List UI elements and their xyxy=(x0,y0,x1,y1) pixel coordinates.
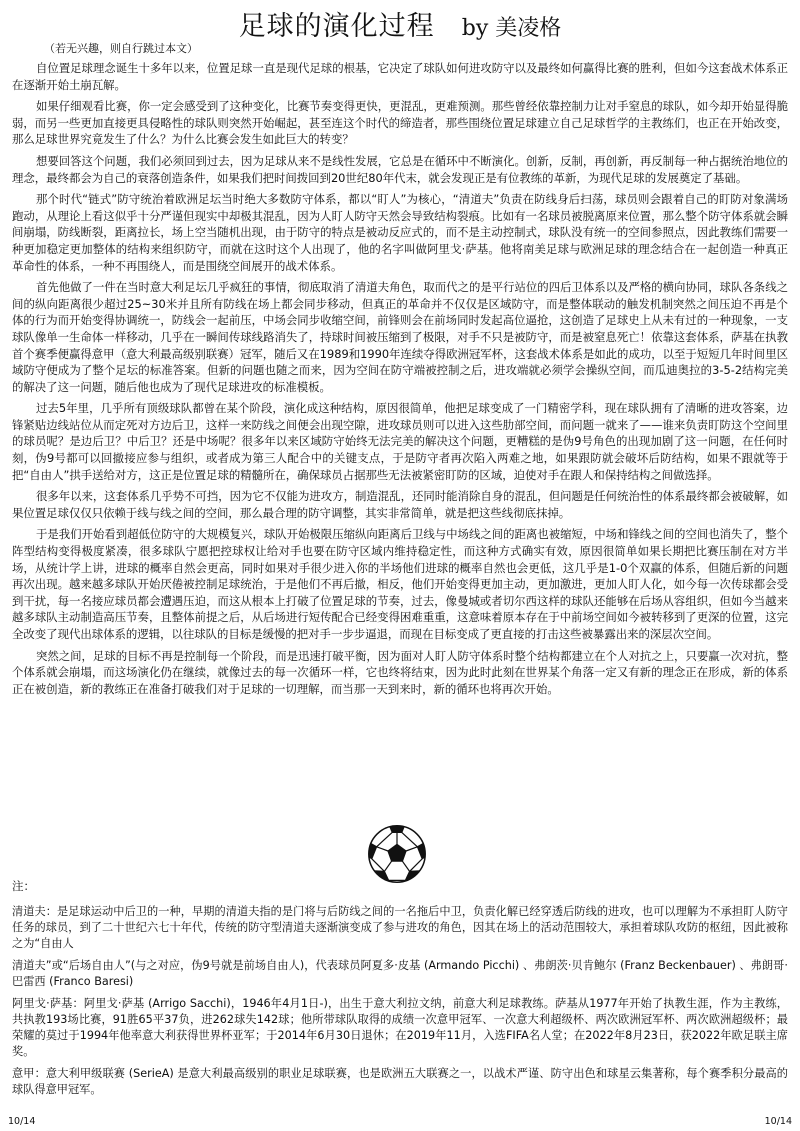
paragraph: 突然之间，足球的目标不再是控制每一个阶段，而是迅速打破平衡，因为面对人盯人防守体系时整个结构都建立在个人对抗之上，只要赢一次对抗，整个体系就会崩塌，而这场演化仍在继续，就像过去的每一次循环一样，它也终将结束，因为此时此刻在世界某个角落一定又有新的理念正在形成，新的体系正在被创造，新的教练正在准备打破我们对于足球的一切理解，而当那一天到来时，新的循环也将再次开始。 xyxy=(12,648,788,696)
page-number-left: 10/14 xyxy=(8,1116,36,1127)
paragraph: 那个时代“链式”防守统治着欧洲足坛当时绝大多数防守体系，都以“盯人”为核心，“清道夫”负责在防线身后扫荡，球员则会跟着自己的盯防对象满场跑动，从理论上看这似乎十分严谨但现实中却极其混乱，因为人盯人防守天然会导致结构裂痕。比如有一名球员被脱离原来位置，那么整个防守体系就会瞬间崩塌，防线断裂，距离拉长，场上空当随机出现，由于防守的特点是被动反应式的，而不是主动控制式，球队没有统一的空间参照点，因此教练们需要一种更加稳定更加整体的结构来组织防守，而就在这时这个人出现了，他的名字叫做阿里戈·萨基。他将南美足球与欧洲足球的理念结合在一起创造一种真正革命性的体系，一种不再围绕人，而是围绕空间展开的战术体系。 xyxy=(12,192,788,273)
notes-heading: 注： xyxy=(12,879,35,893)
notes-section xyxy=(12,878,788,1104)
note-item: 清道夫：是足球运动中后卫的一种，早期的清道夫指的是门将与后防线之间的一名拖后中卫，负责化解已经穿透后防线的进攻，也可以理解为不承担盯人防守任务的球员，到了二十世纪六七十年代，传统的防守型清道夫逐渐演变成了参与进攻的角色，因其在场上的活动范围较大，承担着球队攻防的枢纽，因此被称之为“自由人 xyxy=(12,905,788,950)
note-item: 阿里戈·萨基：阿里戈·萨基 (Arrigo Sacchi)，1946年4月1日-)，出生于意大利拉文纳，前意大利足球教练。萨基从1977年开始了执教生涯，作为主教练，共执教193场比赛，91胜65平37负，进262球失142球；他所带球队取得的成绩一次意甲冠军、一次意大利超级杯、两次欧洲冠军杯、两次欧洲超级杯；最荣耀的莫过于1994年他率意大利获得世界杯亚军；于2014年6月30日退休；在2019年11月，入选FIFA名人堂；在2022年8月23日，获2022年欧足联主席奖。 xyxy=(12,997,788,1058)
paragraph: 过去5年里，几乎所有顶级球队都曾在某个阶段，演化成这种结构，原因很简单，他把足球变成了一门精密学科，现在球队拥有了清晰的进攻答案，边锋紧贴边线站位从而定死对方边后卫，这样一来防线之间便会出现空隙，进攻球员则可以进入这些肋部空间，而问题一就来了——谁来负责盯防这个空间里的球员呢？是边后卫？中后卫？还是中场呢？很多年以来区域防守始终无法完美的解决这个问题，更糟糕的是伪9号角色的出现加剧了这一问题，在任何时刻，伪9号都可以回撤接应参与组织，或者成为第三人配合中的关键支点，于是防守者再次陷入两难之地，如果跟防就会破坏后防结构，如果不跟就等于把“自由人”拱手送给对方，这正是位置足球的精髓所在，确保球员占据那些无法被紧密盯防的区域，迫使对手在跟人和保持结构之间做选择。 xyxy=(12,401,788,482)
paragraph: 于是我们开始看到超低位防守的大规模复兴，球队开始极限压缩纵向距离后卫线与中场线之间的距离也被缩短，中场和锋线之间的空间也消失了，整个阵型结构变得极度紧凑，很多球队宁愿把控球权让给对手也要在防守区域内维持稳定性，而这种方式确实有效，原因很简单如果长期把比赛压制在对方半场，从统计学上讲，进球的概率自然会更高，同时如果对手很少进入你的半场他们进球的概率自然也会更低，这几乎是1-0个双赢的体系，但随后新的问题再次出现。越来越多球队开始厌倦被控制足球统治，于是他们不再后撤，相反，他们开始变得更加主动，更加激进，更加人盯人化，如今每一次传球都会受到干扰，每一名接应球员都会遭遇压迫，而这从根本上打破了位置足球的节奏，过去，像曼城或者切尔西这样的球队还能够在后场从容组织，但如今当越来越多球队主动制造高压节奏，且整体前提之后，从后场进行短传配合已经变得困难重重，这意味着原本存在于中前场空间如今被转移到了更深的位置，这完全改变了现代出球体系的逻辑，以往球队的目标是缓慢的把对手一步步逼退，而现在目标变成了更直接的打击这些被暴露出来的深层次空间。 xyxy=(12,527,788,641)
note-item: 清道夫”或“后场自由人”(与之对应，伪9号就是前场自由人)，代表球员阿夏多·皮基 (Armando Picchi) 、弗朗茨·贝肯鲍尔 (Franz Beckenbauer) 、弗朗哥·巴雷西 (Franco Baresi) xyxy=(12,959,788,988)
paragraph: 如果仔细观看比赛，你一定会感受到了这种变化，比赛节奏变得更快，更混乱，更难预测。那些曾经依靠控制力让对手窒息的球队，如今却开始显得脆弱，而另一些更加直接更具侵略性的球队则突然开始崛起，甚至连这个时代的缔造者，那些围绕位置足球建立自己足球哲学的主教练们，也正在开始改变，那么足球世界究竟发生了什么？为什么比赛会发生如此巨大的转变？ xyxy=(12,99,788,147)
paragraph: 首先他做了一件在当时意大利足坛几乎疯狂的事情，彻底取消了清道夫角色，取而代之的是平行站位的四后卫体系以及严格的横向协同，球队各条线之间的纵向距离很少超过25~30米并且所有防线在场上都会同步移动，但真正的革命并不仅仅是区域防守，而是整体联动的触发机制突然之间压迫不再是个体的行为而开始变得协调统一，防线会一起前压，中场会同步收缩空间，前锋则会在前场同时发起高位逼抢，这创造了足球史上从未有过的一种现象，一支球队像单一生命体一样移动，几乎在一瞬间传球线路消失了，持球时间被压缩到了极限，对手不只是被防守，而是被窒息死亡！依靠这套体系，萨基在执教首个赛季便赢得意甲（意大利最高级别联赛）冠军，随后又在1989和1990年连续夺得欧洲冠军杯，这套战术体系是如此的成功，以至于短短几年时间里区域防守便成为了整个足坛的标准答案。但新的问题也随之而来，因为空间在防守端被控制之后，进攻端就必须学会操纵空间，而瓜迪奥拉的3-5-2结构完美的解决了这一问题，随后他也成为了现代足球进攻的标准模板。 xyxy=(12,280,788,394)
page-number-right: 10/14 xyxy=(764,1116,792,1127)
document-byline: by 美凌格 xyxy=(461,16,562,41)
document-subtitle: （若无兴趣，则自行跳过本文） xyxy=(44,42,198,55)
document-title: 足球的演化过程 xyxy=(238,11,435,42)
paragraph: 想要回答这个问题，我们必须回到过去，因为足球从来不是线性发展，它总是在循环中不断演化。创新，反制，再创新，再反制每一种占据统治地位的理念，最终都会为自己的衰落创造条件，如果我们把时间拨回到20世纪80年代末，就会发现正是有位教练的革新，为现代足球的发展奠定了基础。 xyxy=(12,153,788,185)
paragraph: 很多年以来，这套体系几乎势不可挡，因为它不仅能为进攻方，制造混乱，还同时能消除自身的混乱，但问题是任何统治性的体系最终都会被破解，如果位置足球仅仅只依赖于线与线之间的空间，那么最合理的防守调整，其实非常简单，就是把这些线彻底抹掉。 xyxy=(12,489,788,520)
paragraph: 自位置足球理念诞生十多年以来，位置足球一直是现代足球的根基，它决定了球队如何进攻防守以及最终如何赢得比赛的胜利，但如今这套战术体系正在逐渐开始土崩瓦解。 xyxy=(12,61,788,92)
soccer-ball-icon xyxy=(367,824,427,884)
note-item: 意甲：意大利甲级联赛 (SerieA) 是意大利最高级别的职业足球联赛，也是欧洲五大联赛之一，以战术严谨、防守出色和球星云集著称，每个赛季积分最高的球队得意甲冠军。 xyxy=(12,1067,788,1096)
title-row xyxy=(0,4,800,43)
article-body xyxy=(12,60,788,702)
